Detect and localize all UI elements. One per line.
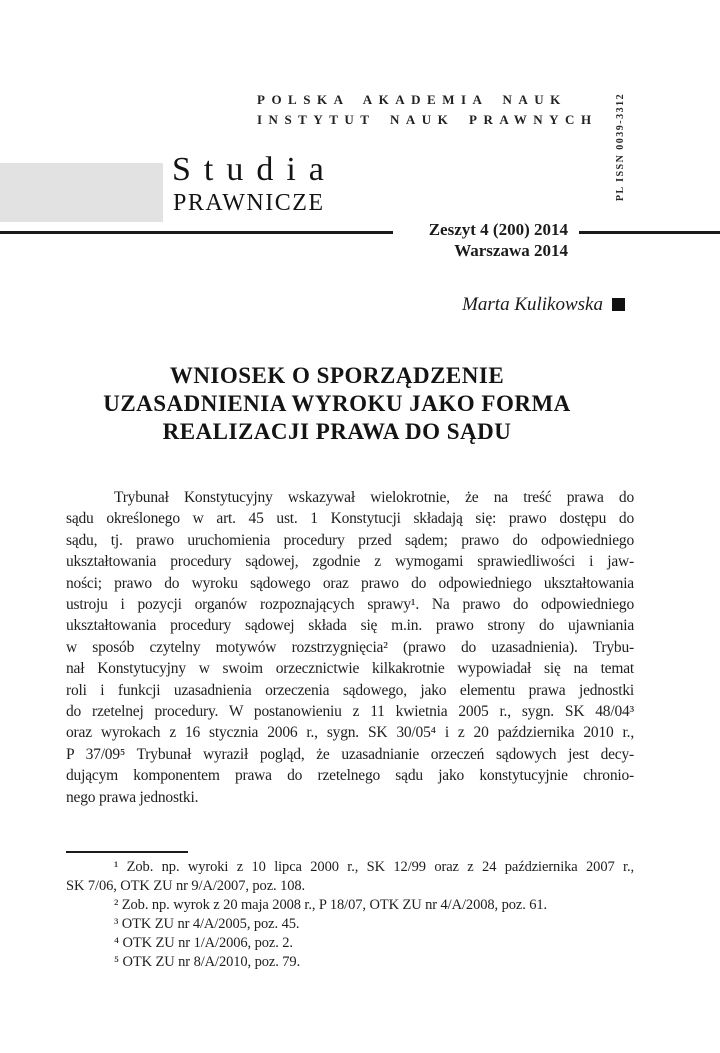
paragraph-line: sądu określonego w art. 45 ust. 1 Konstytucji składają się: prawo dostępu do — [66, 510, 634, 528]
footnote-rule — [66, 851, 188, 853]
paragraph-line: ności; prawo do wyroku sądowego oraz prawo do odpowiedniego ukształtowania — [66, 574, 634, 592]
masthead-gray-block — [0, 163, 163, 222]
footnote-line: ¹ Zob. np. wyroki z 10 lipca 2000 r., SK 12/99 oraz z 24 października 2007 r., — [114, 859, 634, 875]
journal-subtitle: PRAWNICZE — [173, 190, 325, 216]
paragraph-line: oraz wyrokach z 16 stycznia 2006 r., sygn. SK 30/05⁴ i z 20 października 2010 r., — [66, 724, 634, 742]
footnote-line: SK 7/06, OTK ZU nr 9/A/2007, poz. 108. — [66, 878, 306, 894]
paragraph-line: ustroju i pozycji organów rozpoznających sprawy¹. Na prawo do odpowiedniego — [66, 596, 634, 614]
paragraph-line: P 37/09⁵ Trybunał wyraził pogląd, że uzasadnianie orzeczeń sądowych jest decy- — [66, 745, 634, 763]
paragraph-line: nał Konstytucyjny w swoim orzecznictwie kilkakrotnie wypowiadał się na temat — [66, 660, 634, 678]
body-paragraph — [66, 487, 634, 808]
article-title-line-1: WNIOSEK O SPORZĄDZENIE — [169, 363, 505, 388]
footnote-line: ³ OTK ZU nr 4/A/2005, poz. 45. — [114, 916, 300, 932]
footnotes — [66, 858, 634, 972]
publisher-lines — [257, 90, 598, 130]
paragraph-line: ukształtowania procedury sądowej, zgodnie z wymogami sprawiedliwości i jaw- — [66, 553, 634, 571]
publisher-line-1: POLSKA AKADEMIA NAUK — [257, 92, 567, 107]
footnote-line: ⁵ OTK ZU nr 8/A/2010, poz. 79. — [114, 954, 301, 970]
place-year-label: Warszawa 2014 — [454, 241, 568, 260]
paragraph-line: Trybunał Konstytucyjny wskazywał wielokrotnie, że na treść prawa do — [114, 489, 634, 506]
article-title-line-2: UZASADNIENIA WYROKU JAKO FORMA — [103, 391, 571, 416]
footnote-line: ⁴ OTK ZU nr 1/A/2006, poz. 2. — [114, 935, 293, 951]
paragraph-line: w sposób czytelny motywów rozstrzygnięcia² (prawo do uzasadnienia). Trybu- — [66, 638, 634, 656]
author-square-marker — [612, 298, 625, 311]
journal-title: Studia — [172, 151, 337, 188]
paragraph-line: sądu, tj. prawo uruchomienia procedury przed sądem; prawo do odpowiedniego — [66, 531, 634, 549]
issue-label: Zeszyt 4 (200) 2014 — [428, 220, 568, 239]
paragraph-line: dującym komponentem prawa do rzetelnego sądu jako konstytucyjnie chronio- — [66, 767, 634, 785]
paragraph-line: nego prawa jednostki. — [66, 788, 199, 806]
masthead-rule-right — [579, 231, 720, 234]
paragraph-line: roli i funkcji uzasadnienia orzeczenia sądowego, jako elementu prawa jednostki — [66, 681, 634, 699]
issn-vertical-label: PL ISSN 0039-3312 — [615, 92, 626, 202]
article-title-line-3: REALIZACJI PRAWA DO SĄDU — [162, 419, 512, 444]
paragraph-line: ukształtowania procedury sądowej składa się m.in. prawo strony do ujawniania — [66, 617, 634, 635]
masthead-rule-left — [0, 231, 393, 234]
author-name: Marta Kulikowska — [462, 294, 603, 315]
paragraph-line: do rzetelnej procedury. W postanowieniu z 11 kwietnia 2005 r., sygn. SK 48/04³ — [66, 703, 634, 721]
author-line — [462, 294, 625, 316]
footnote-line: ² Zob. np. wyrok z 20 maja 2008 r., P 18/07, OTK ZU nr 4/A/2008, poz. 61. — [114, 897, 548, 913]
article-title — [53, 362, 621, 446]
publisher-line-2: INSTYTUT NAUK PRAWNYCH — [257, 112, 598, 127]
